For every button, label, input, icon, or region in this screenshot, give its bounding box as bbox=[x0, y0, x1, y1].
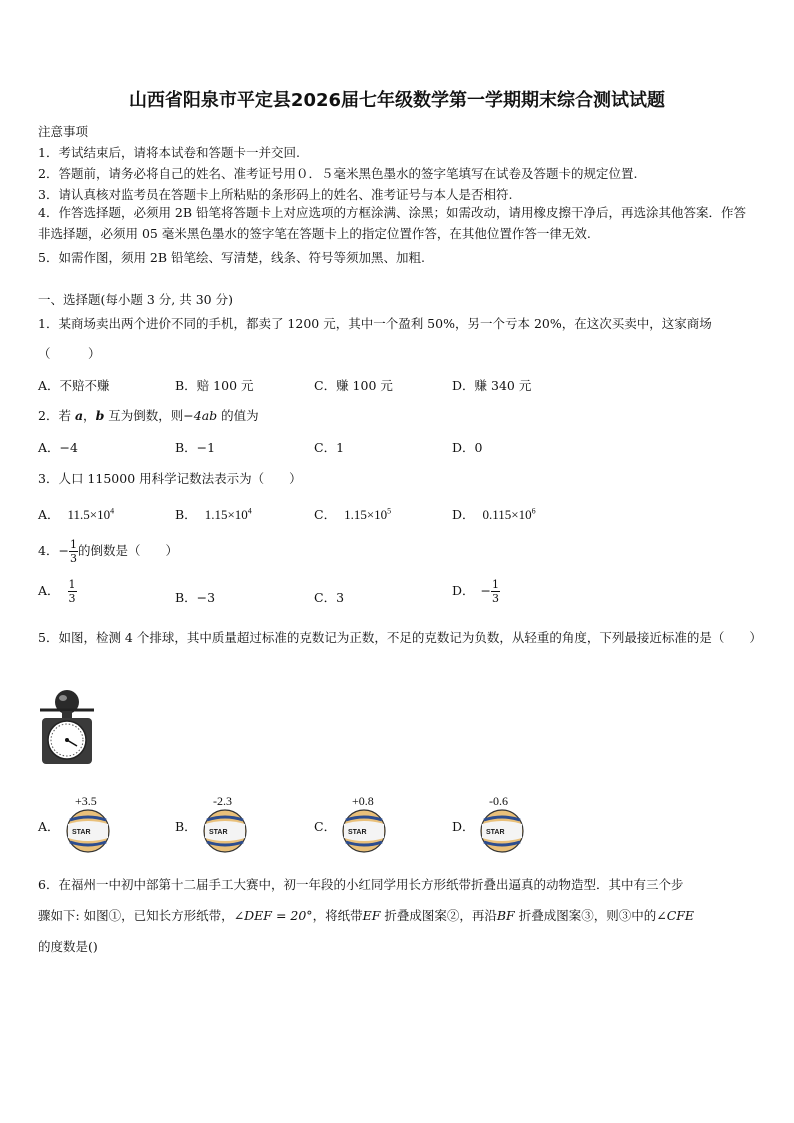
volleyball-icon bbox=[478, 808, 526, 854]
option-c: C．1 bbox=[314, 440, 345, 455]
scale-icon bbox=[36, 688, 98, 768]
question-text: 3．人口 115000 用科学记数法表示为（ ） bbox=[38, 471, 302, 486]
volleyball-icon bbox=[201, 808, 249, 854]
option-a: A．−4 bbox=[38, 440, 78, 455]
question-text: 4．− $\frac{1}{3}$ 的倒数是（ ） bbox=[38, 538, 178, 565]
question-text: 1．某商场卖出两个进价不同的手机，都卖了 1200 元，其中一个盈利 50%，另一个亏本 20%，在这次买卖中，这家商场 bbox=[38, 316, 712, 331]
notice-item: 3．请认真核对监考员在答题卡上所粘贴的条形码上的姓名、准考证号与本人是否相符. bbox=[38, 187, 513, 202]
question-text: 6．在福州一中初中部第十二届手工大赛中，初一年段的小红同学用长方形纸带折叠出逼真的动物造型．其中有三个步 bbox=[38, 877, 684, 892]
option-a: A． $11.5\times 10^4$ bbox=[38, 506, 115, 522]
option-d: D．0 bbox=[452, 440, 483, 455]
ball-brand-text: STAR bbox=[72, 829, 91, 836]
ball-value: +3.5 bbox=[75, 794, 97, 808]
option-c: C． bbox=[314, 819, 337, 834]
page-title: 山西省阳泉市平定县2026届七年级数学第一学期期末综合测试试题 bbox=[128, 90, 666, 111]
notice-item: 1．考试结束后，请将本试卷和答题卡一并交回. bbox=[38, 145, 300, 160]
option-b: B． bbox=[175, 819, 197, 834]
option-b: B．赔 100 元 bbox=[175, 378, 254, 393]
option-d: D． $0.115\times 10^6$ bbox=[452, 506, 536, 522]
notice-item: 4．作答选择题，必须用 2B 铅笔将答题卡上对应选项的方框涂满、涂黑；如需改动，请用橡皮擦干净后，再选涂其他答案．作答非选择题，必须用 05 毫米黑色墨水的签字笔在答题卡上的指定位置作答，在其他位置作答一律无效. bbox=[38, 205, 747, 241]
ball-value: +0.8 bbox=[352, 794, 374, 808]
option-d: D． − $\frac{1}{3}$ bbox=[452, 578, 500, 605]
option-b: B．−1 bbox=[175, 440, 216, 455]
option-a: A．不赔不赚 bbox=[38, 378, 110, 393]
option-d: D． bbox=[452, 819, 475, 834]
question-text: 的度数是() bbox=[38, 939, 98, 954]
question-text: 2．若 a，b 互为倒数，则−4ab 的值为 bbox=[38, 408, 259, 423]
question-text: 5．如图，检测 4 个排球，其中质量超过标准的克数记为正数，不足的克数记为负数，从轻重的角度，下列最接近标准的是（ ） bbox=[38, 630, 762, 645]
ball-value: -0.6 bbox=[489, 794, 508, 808]
volleyball-icon bbox=[64, 808, 112, 854]
option-b: B． $1.15\times 10^4$ bbox=[175, 506, 252, 522]
ball-value: -2.3 bbox=[213, 794, 232, 808]
volleyball-icon bbox=[340, 808, 388, 854]
section-heading: 一、选择题(每小题 3 分, 共 30 分) bbox=[38, 292, 233, 307]
option-a: A． bbox=[38, 819, 60, 834]
ball-brand-text: STAR bbox=[486, 829, 505, 836]
ball-brand-text: STAR bbox=[209, 829, 228, 836]
option-c: C．赚 100 元 bbox=[314, 378, 393, 393]
notice-item: 5．如需作图，须用 2B 铅笔绘、写清楚，线条、符号等须加黑、加粗. bbox=[38, 250, 426, 265]
ball-brand-text: STAR bbox=[348, 829, 367, 836]
notice-item: 2．答题前，请务必将自己的姓名、准考证号用０．５毫米黑色墨水的签字笔填写在试卷及答题卡的规定位置. bbox=[38, 166, 638, 181]
answer-paren: （ ） bbox=[38, 346, 101, 361]
option-c: C．3 bbox=[314, 590, 345, 605]
option-a: A． $\frac{1}{3}$ bbox=[38, 578, 76, 605]
question-text: 骤如下: 如图①，已知长方形纸带，∠DEF = 20°，将纸带EF 折叠成图案②，再沿BF 折叠成图案③，则③中的∠CFE bbox=[38, 908, 695, 923]
option-d: D．赚 340 元 bbox=[452, 378, 532, 393]
option-c: C． $1.15\times 10^5$ bbox=[314, 506, 392, 522]
notice-heading: 注意事项 bbox=[38, 124, 89, 139]
option-b: B．−3 bbox=[175, 590, 216, 605]
